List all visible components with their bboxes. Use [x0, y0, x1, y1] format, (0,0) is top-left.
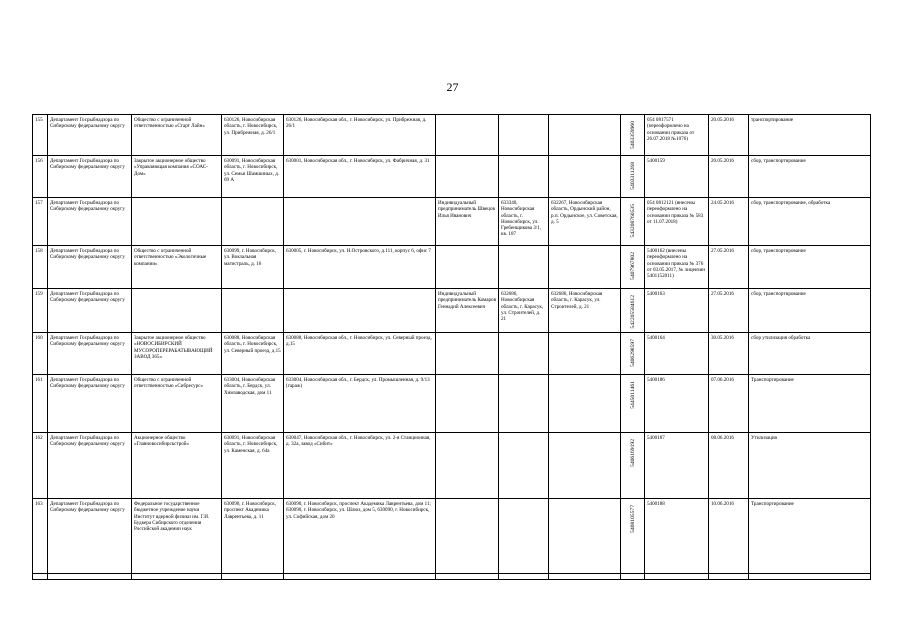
inn-text: 542205584612 — [629, 295, 636, 329]
page-number: 27 — [446, 80, 459, 94]
activity-address-cell — [284, 289, 436, 333]
inn-cell — [621, 115, 645, 156]
activity-address-cell: 630001, Новосибирская обл., г. Новосибирск, ул. Фабричная, д. 31 — [284, 156, 436, 198]
table-row — [33, 246, 871, 289]
entrepreneur-activity-address-cell: 632686, Новосибирская область, г. Карасук, ул. Строителей, д. 21 — [549, 289, 621, 333]
date-cell: 20.05.2016 — [709, 115, 749, 156]
activity-type-cell: сбор, транспортирование, обработка — [749, 198, 871, 246]
owner-cell — [132, 289, 222, 333]
empty-cell — [549, 574, 621, 580]
authority-cell: Департамент Госрыбнадзора по Сибирскому федеральному округу — [48, 198, 132, 246]
entrepreneur-activity-address-cell — [549, 333, 621, 375]
entrepreneur-activity-address-cell: 632267, Новосибирская область, Ордынский район, р.п. Ордынское, ул. Советская, д. 5 — [549, 198, 621, 246]
empty-cell — [499, 574, 549, 580]
row-number: 158 — [33, 246, 48, 289]
date-cell: 20.05.2016 — [709, 156, 749, 198]
inn-text: 5403311268 — [629, 162, 636, 190]
license-registry-table — [32, 114, 871, 580]
entrepreneur-activity-address-cell — [549, 156, 621, 198]
authority-cell: Департамент Госрыбнадзора по Сибирскому федеральному округу — [48, 499, 132, 574]
entrepreneur-name-cell — [436, 333, 499, 375]
date-cell: 27.05.2016 — [709, 246, 749, 289]
date-cell: 24.05.2016 — [709, 198, 749, 246]
entrepreneur-address-cell: 632686, Новосибирская область, г. Карасук, ул. Строителей, д. 21 — [499, 289, 549, 333]
inn-text: 5445011461 — [629, 381, 636, 409]
row-number: 163 — [33, 499, 48, 574]
activity-address-cell — [284, 198, 436, 246]
legal-address-cell — [222, 289, 284, 333]
registration-number-cell: 5400159 — [645, 156, 709, 198]
empty-cell — [436, 574, 499, 580]
row-number: 156 — [33, 156, 48, 198]
owner-cell: Общество с ограниченной ответственностью «Сибресурс» — [132, 375, 222, 433]
registration-number-cell: 5400162 (внесены переоформлено на основании приказа № 376 от 03.05.2017, № лицензии 5401152011) — [645, 246, 709, 289]
date-cell: 08.06.2016 — [709, 433, 749, 499]
date-cell: 10.06.2016 — [709, 499, 749, 574]
legal-address-cell — [222, 198, 284, 246]
activity-type-cell: Утилизация — [749, 433, 871, 499]
entrepreneur-address-cell — [499, 433, 549, 499]
entrepreneur-name-cell — [436, 156, 499, 198]
inn-cell — [621, 246, 645, 289]
entrepreneur-activity-address-cell — [549, 433, 621, 499]
entrepreneur-name-cell: Индивидуальный предприниматель Комаров Геннадий Алексеевич — [436, 289, 499, 333]
row-number: 160 — [33, 333, 48, 375]
empty-cell — [621, 574, 645, 580]
registration-number-cell: 054 0817571 (переоформлено на основании приказа от 26.07.2018 №1076) — [645, 115, 709, 156]
owner-cell: Общество с ограниченной ответственностью «Экологичные компании» — [132, 246, 222, 289]
activity-address-cell: 630126, Новосибирская обл., г. Новосибирск, ул. Прибрежная, д. 26/1 — [284, 115, 436, 156]
owner-cell — [132, 198, 222, 246]
entrepreneur-activity-address-cell — [549, 375, 621, 433]
empty-cell — [132, 574, 222, 580]
table-row — [33, 289, 871, 333]
entrepreneur-address-cell — [499, 115, 549, 156]
owner-cell: Закрытое акционерное общество «Управляющая компания «СОАС-Дом» — [132, 156, 222, 198]
row-number: 157 — [33, 198, 48, 246]
entrepreneur-address-cell: 633340, Новосибирская область, г. Новосибирск, ул. Гребенщикова 3/1, кв. 187 — [499, 198, 549, 246]
table-row — [33, 198, 871, 246]
table-row — [33, 115, 871, 156]
entrepreneur-address-cell — [499, 156, 549, 198]
owner-cell: Акционерное общество «Главновосибирскстрой» — [132, 433, 222, 499]
entrepreneur-address-cell — [499, 333, 549, 375]
registration-number-cell: 5400188 — [645, 499, 709, 574]
authority-cell: Департамент Госрыбнадзора по Сибирскому федеральному округу — [48, 375, 132, 433]
entrepreneur-address-cell — [499, 375, 549, 433]
entrepreneur-name-cell — [436, 115, 499, 156]
authority-cell: Департамент Госрыбнадзора по Сибирскому федеральному округу — [48, 156, 132, 198]
legal-address-cell: 630091, Новосибирская область, г. Новосибирск, ул. Каменская, д. 64а — [222, 433, 284, 499]
inn-text: 5407967802 — [629, 252, 636, 280]
legal-address-cell: 633004, Новосибирская область, г. Бердск, ул. Химзаводская, дом 11 — [222, 375, 284, 433]
activity-address-cell: 630088, Новосибирская обл., г. Новосибирск, ул. Северный проезд, д.15 — [284, 333, 436, 375]
authority-cell: Департамент Госрыбнадзора по Сибирскому федеральному округу — [48, 433, 132, 499]
legal-address-cell: 630091, Новосибирская область, г. Новосибирск, ул. Семьи Шамшиных, д. 69 А — [222, 156, 284, 198]
authority-cell: Департамент Госрыбнадзора по Сибирскому федеральному округу — [48, 289, 132, 333]
row-number: 162 — [33, 433, 48, 499]
date-cell: 07.06.2016 — [709, 375, 749, 433]
entrepreneur-name-cell — [436, 433, 499, 499]
table-row — [33, 499, 871, 574]
inn-cell — [621, 499, 645, 574]
activity-type-cell: Транспортирование — [749, 499, 871, 574]
legal-address-cell: 630099, г. Новосибирск, ул. Вокзальная магистраль, д. 16 — [222, 246, 284, 289]
registration-number-cell: 5400164 — [645, 333, 709, 375]
empty-cell — [284, 574, 436, 580]
inn-text: 543208760535 — [629, 204, 636, 238]
inn-cell — [621, 333, 645, 375]
entrepreneur-name-cell: Индивидуальный предприниматель Швецов Илья Иванович — [436, 198, 499, 246]
registration-number-cell: 5400163 — [645, 289, 709, 333]
legal-address-cell: 630090, г. Новосибирск, проспект Академика Лаврентьева, д. 11 — [222, 499, 284, 574]
entrepreneur-name-cell — [436, 375, 499, 433]
row-number: 161 — [33, 375, 48, 433]
entrepreneur-activity-address-cell — [549, 115, 621, 156]
authority-cell: Департамент Госрыбнадзора по Сибирскому федеральному округу — [48, 246, 132, 289]
legal-address-cell: 630088, Новосибирская область, г. Новосибирск, ул. Северный проезд, д.15 — [222, 333, 284, 375]
owner-cell: Общество с ограниченной ответственностью «Старт Лайн» — [132, 115, 222, 156]
activity-type-cell: сбор, транспортирование — [749, 246, 871, 289]
inn-text: 5406298597 — [629, 339, 636, 367]
date-cell: 27.05.2016 — [709, 289, 749, 333]
registration-number-cell: 5400186 — [645, 375, 709, 433]
table-tail — [33, 574, 871, 580]
registration-number-cell: 5400187 — [645, 433, 709, 499]
table-row — [33, 375, 871, 433]
table-row — [33, 433, 871, 499]
entrepreneur-name-cell — [436, 246, 499, 289]
empty-cell — [645, 574, 709, 580]
activity-address-cell: 630005, г. Новосибирск, ул. Н.Островского, д.111, корпус 6, офис 7 — [284, 246, 436, 289]
inn-cell — [621, 433, 645, 499]
empty-cell — [222, 574, 284, 580]
empty-cell — [48, 574, 132, 580]
authority-cell: Департамент Госрыбнадзора по Сибирскому федеральному округу — [48, 333, 132, 375]
authority-cell: Департамент Госрыбнадзора по Сибирскому федеральному округу — [48, 115, 132, 156]
inn-cell — [621, 289, 645, 333]
activity-type-cell: сбор, транспортирование — [749, 289, 871, 333]
registration-number-cell: 054 0812121 (внесены переоформлено на основании приказа № 583 от 11.07.2018) — [645, 198, 709, 246]
row-number: 159 — [33, 289, 48, 333]
empty-cell — [749, 574, 871, 580]
empty-cell — [33, 574, 48, 580]
legal-address-cell: 630126, Новосибирская область, г. Новосибирск, ул. Прибрежная, д. 26/1 — [222, 115, 284, 156]
entrepreneur-address-cell — [499, 246, 549, 289]
table-row — [33, 333, 871, 375]
entrepreneur-activity-address-cell — [549, 499, 621, 574]
activity-address-cell: 633004, Новосибирская обл., г. Бердск, ул. Промышленная, д. 9/13 (гараж) — [284, 375, 436, 433]
inn-cell — [621, 375, 645, 433]
inn-cell — [621, 156, 645, 198]
activity-type-cell: Транспортирование — [749, 375, 871, 433]
activity-address-cell: 630047, Новосибирская обл., г. Новосибирск, ул. 2-я Станционная, д. 32а, завод «Сибит» — [284, 433, 436, 499]
activity-type-cell: сбор, транспортирование — [749, 156, 871, 198]
inn-text: 5408105577 — [629, 505, 636, 533]
owner-cell: Федеральное государственное бюджетное учреждение науки Институт ядерной физики им. Г.И. Будкера Сибирского отделения Российской академии наук — [132, 499, 222, 574]
inn-cell — [621, 198, 645, 246]
inn-text: 5406169192 — [629, 439, 636, 467]
row-number: 155 — [33, 115, 48, 156]
owner-cell: Закрытое акционерное общество «НОВОСИБИРСКИЙ МУСОРОПЕРЕРАБАТЫВАЮЩИЙ ЗАВОД 365» — [132, 333, 222, 375]
entrepreneur-name-cell — [436, 499, 499, 574]
activity-type-cell: сбор утилизация обработка — [749, 333, 871, 375]
date-cell: 30.05.2016 — [709, 333, 749, 375]
activity-address-cell: 630090, г. Новосибирск, проспект Академика Лаврентьева, дом 11; 630090, г. Новосибирск, ул. Шлюз, дом 5, 630090, г. Новосибирск, ул. Софийская, дом 20 — [284, 499, 436, 574]
entrepreneur-activity-address-cell — [549, 246, 621, 289]
table-row — [33, 156, 871, 198]
inn-text: 5403359960 — [629, 121, 636, 149]
empty-cell — [709, 574, 749, 580]
entrepreneur-address-cell — [499, 499, 549, 574]
activity-type-cell: транспортирование — [749, 115, 871, 156]
